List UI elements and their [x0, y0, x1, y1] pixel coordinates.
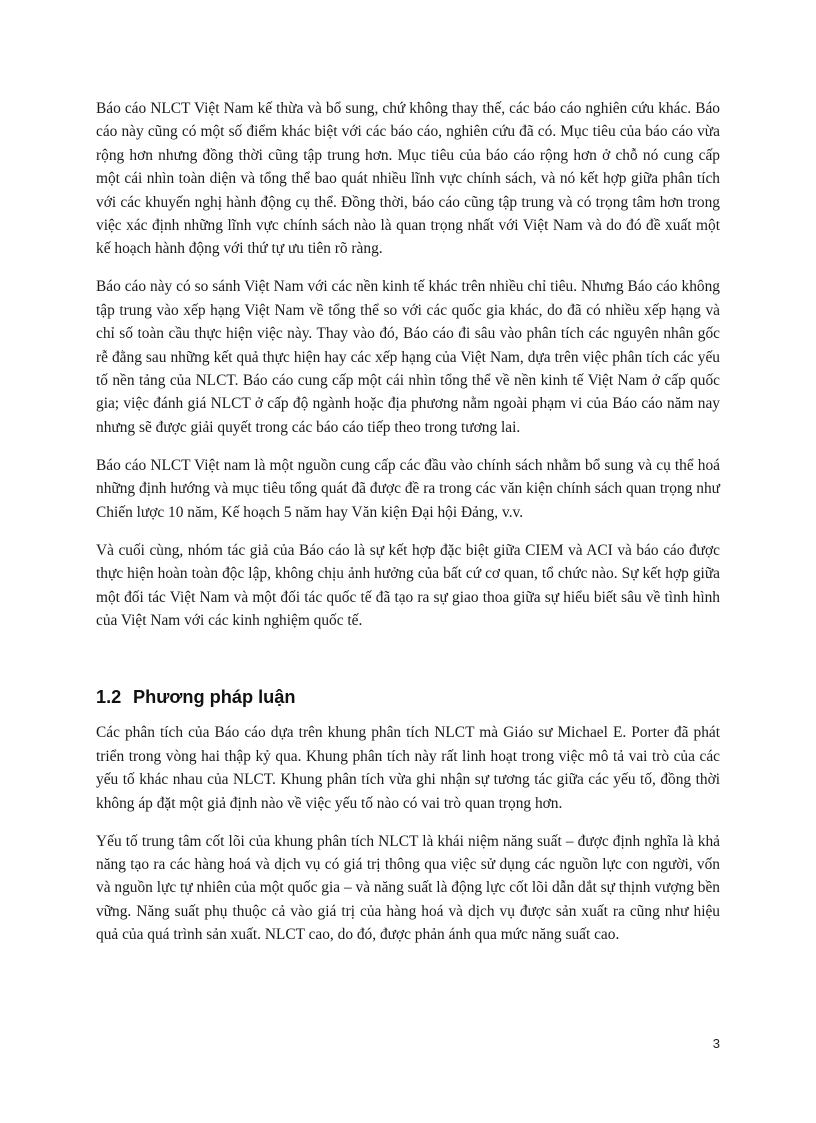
paragraph: Báo cáo này có so sánh Việt Nam với các nền kinh tế khác trên nhiều chỉ tiêu. Nhưng Báo cáo không tập trung vào xếp hạng Việt Nam về tổng thể so với các quốc gia khác, do đã có nhiều xếp hạng và chỉ số toàn cầu thực hiện việc này. Thay vào đó, Báo cáo đi sâu vào phân tích các nguyên nhân gốc rễ đằng sau những kết quả thực hiện hay các xếp hạng của Việt Nam, dựa trên việc phân tích các yếu tố nền tảng của NLCT. Báo cáo cung cấp một cái nhìn tổng thể về nền kinh tế Việt Nam ở cấp quốc gia; việc đánh giá NLCT ở cấp độ ngành hoặc địa phương nằm ngoài phạm vi của Báo cáo năm nay nhưng sẽ được giải quyết trong các báo cáo tiếp theo trong tương lai.	[96, 278, 720, 436]
document-page	[96, 97, 720, 961]
section-heading	[96, 685, 720, 709]
paragraph: Và cuối cùng, nhóm tác giả của Báo cáo là sự kết hợp đặc biệt giữa CIEM và ACI và báo cáo được thực hiện hoàn toàn độc lập, không chịu ảnh hưởng của bất cứ cơ quan, tổ chức nào. Sự kết hợp giữa một đối tác Việt Nam và một đối tác quốc tế đã tạo ra sự giao thoa giữa sự hiểu biết sâu về tình hình của Việt Nam với các kinh nghiệm quốc tế.	[96, 541, 720, 629]
paragraph: Yếu tố trung tâm cốt lõi của khung phân tích NLCT là khái niệm năng suất – được định nghĩa là khả năng tạo ra các hàng hoá và dịch vụ có giá trị thông qua việc sử dụng các nguồn lực con người, vốn và nguồn lực tự nhiên của một quốc gia – và năng suất là động lực cốt lõi dẫn dắt sự thịnh vượng bền vững. Năng suất phụ thuộc cả vào giá trị của hàng hoá và dịch vụ được sản xuất ra cũng như hiệu quả của quá trình sản xuất. NLCT cao, do đó, được phản ánh qua mức năng suất cao.	[96, 832, 720, 944]
page-number: 3	[712, 1036, 720, 1051]
paragraph: Các phân tích của Báo cáo dựa trên khung phân tích NLCT mà Giáo sư Michael E. Porter đã phát triển trong vòng hai thập kỷ qua. Khung phân tích này rất linh hoạt trong việc mô tả vai trò của các yếu tố khác nhau của NLCT. Khung phân tích vừa ghi nhận sự tương tác giữa các yếu tố, đồng thời không áp đặt một giả định nào về việc yếu tố nào có vai trò quan trọng hơn.	[96, 724, 720, 812]
paragraph: Báo cáo NLCT Việt Nam kế thừa và bổ sung, chứ không thay thế, các báo cáo nghiên cứu khác. Báo cáo này cũng có một số điểm khác biệt với các báo cáo, nghiên cứu đã có. Mục tiêu của báo cáo vừa rộng hơn nhưng đồng thời cũng tập trung hơn. Mục tiêu của báo cáo rộng hơn ở chỗ nó cung cấp một cái nhìn toàn diện và tổng thể bao quát nhiều lĩnh vực chính sách, và nó kết hợp giữa phân tích với các khuyến nghị hành động cụ thể. Đồng thời, báo cáo cũng tập trung và có trọng tâm hơn trong việc xác định những lĩnh vực chính sách nào là quan trọng nhất với Việt Nam và do đó đề xuất một kế hoạch hành động với thứ tự ưu tiên rõ ràng.	[96, 100, 720, 258]
paragraph: Báo cáo NLCT Việt nam là một nguồn cung cấp các đầu vào chính sách nhằm bổ sung và cụ thể hoá những định hướng và mục tiêu tổng quát đã được đề ra trong các văn kiện chính sách quan trọng như Chiến lược 10 năm, Kế hoạch 5 năm hay Văn kiện Đại hội Đảng, v.v.	[96, 456, 720, 521]
section-title: Phương pháp luận	[133, 687, 296, 708]
section-number: 1.2	[96, 687, 122, 708]
